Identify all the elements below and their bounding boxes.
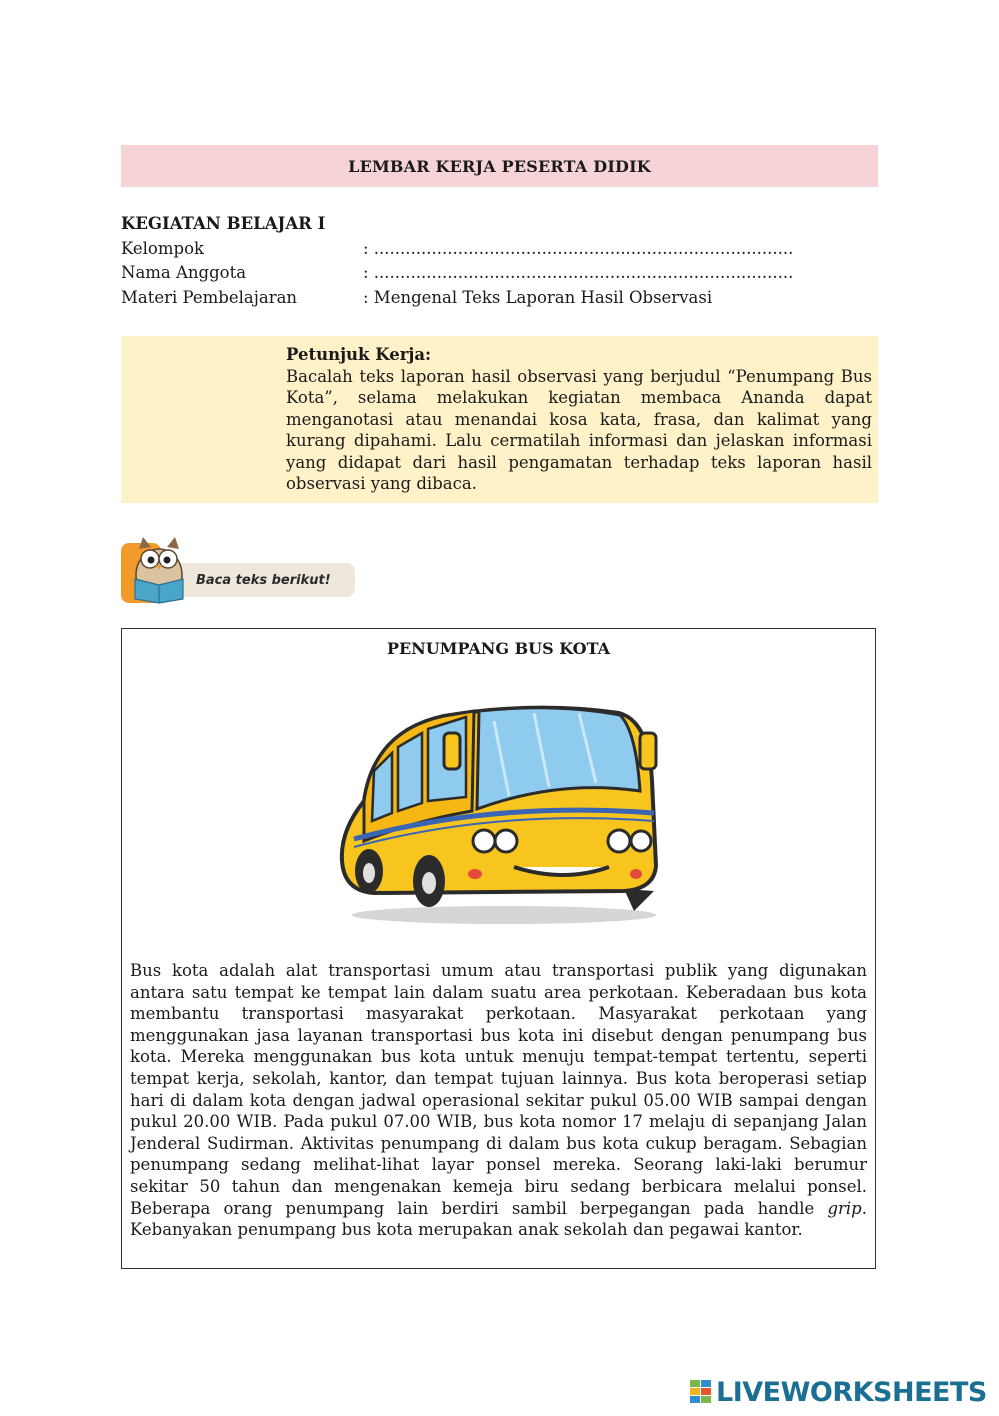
read-badge-pill [169, 563, 355, 597]
info-label: Kelompok [121, 238, 204, 258]
info-label: Nama Anggota [121, 263, 247, 282]
reading-body-part: . Kebanyakan penumpang bus kota merupakan anak sekolah dan pegawai kantor. [130, 1198, 867, 1240]
info-row-group [121, 237, 881, 262]
instruction-heading: Petunjuk Kerja: [286, 345, 432, 364]
liveworksheets-logo [690, 1375, 987, 1409]
info-label: Materi Pembelajaran [121, 287, 298, 307]
reading-body-part: Bus kota adalah alat transportasi umum atau transportasi publik yang digunakan antara satu tempat ke tempat lain dalam suatu area perkotaan. Keberadaan bus kota membantu transportasi masyarakat perkotaan. Masyarakat perkotaan yang menggunakan jasa layanan transportasi bus kota ini disebut dengan penumpang bus kota. Mereka menggunakan bus kota untuk menuju tempat-tempat tertentu, seperti tempat kerja, sekolah, kantor, dan tempat tujuan lainnya. Bus kota beroperasi setiap hari di dalam kota dengan jadwal operasional sekitar pukul 05.00 WIB sampai dengan pukul 20.00 WIB. Pada pukul 07.00 WIB, bus kota nomor 17 melaju di sepanjang Jalan Jenderal Sudirman. Aktivitas penumpang di dalam bus kota cukup beragam. Sebagian penumpang sedang melihat-lihat layar ponsel mereka. Seorang laki-laki berumur sekitar 50 tahun dan mengenakan kemeja biru sedang berbicara melalui ponsel. Beberapa orang penumpang lain berdiri sambil berpegangan pada handle [130, 961, 867, 1218]
worksheet-header [121, 145, 878, 187]
members-field[interactable]: : ................................................................................ [363, 263, 794, 282]
info-row-members [121, 261, 881, 286]
instruction-box [121, 336, 878, 503]
read-badge-label: Baca teks berikut! [196, 572, 331, 588]
material-value: : Mengenal Teks Laporan Hasil Observasi [363, 287, 713, 307]
group-field[interactable]: : ................................................................................ [363, 238, 794, 258]
logo-text: LIVEWORKSHEETS [716, 1376, 987, 1408]
reading-body [130, 960, 867, 1241]
owl-reading-icon [121, 533, 191, 605]
worksheet-title: LEMBAR KERJA PESERTA DIDIK [348, 156, 651, 176]
section-title: KEGIATAN BELAJAR I [121, 214, 326, 233]
info-row-material [121, 286, 881, 311]
read-badge [121, 533, 357, 605]
instruction-text: Bacalah teks laporan hasil observasi yang berjudul “Penumpang Bus Kota”, selama melakukan kegiatan membaca Ananda dapat menganotasi atau menandai kosa kata, frasa, dan kalimat yang kurang dipahami. Lalu cermatilah informasi dan jelaskan informasi yang didapat dari hasil pengamatan terhadap teks laporan hasil observasi yang dibaca. [286, 366, 872, 493]
reading-title: PENUMPANG BUS KOTA [386, 639, 611, 658]
info-block [121, 212, 881, 310]
reading-box [121, 628, 876, 1269]
liveworksheets-blocks-icon [690, 1380, 712, 1404]
bus-illustration [334, 691, 664, 926]
reading-body-italic: grip [827, 1198, 862, 1218]
